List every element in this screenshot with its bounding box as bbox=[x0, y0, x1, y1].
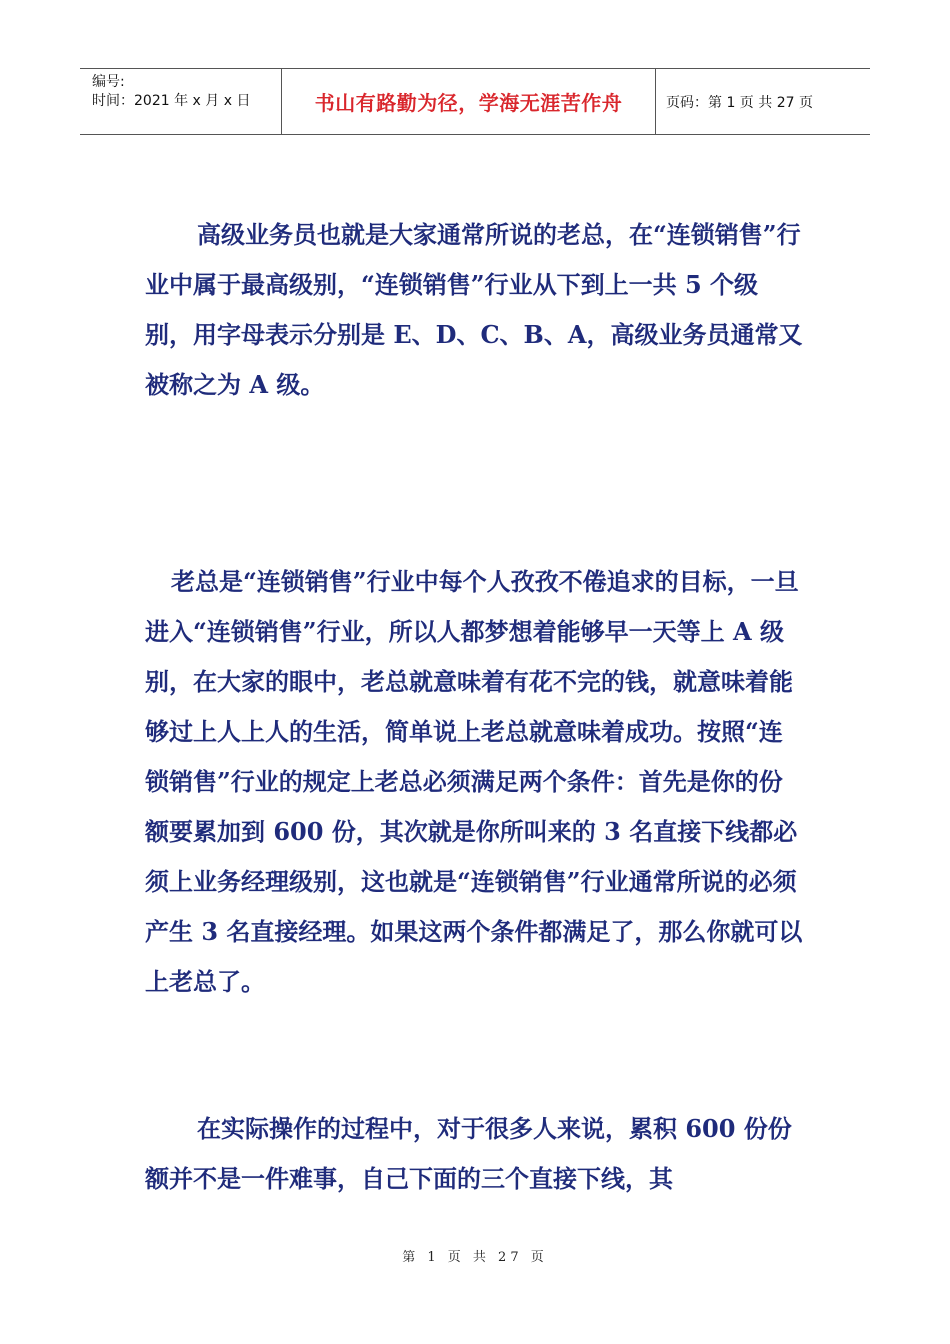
document-number-label: 编号: bbox=[92, 74, 125, 90]
header-page-info bbox=[656, 69, 870, 134]
paragraph-3: 在实际操作的过程中，对于很多人来说，累积 600 份份额并不是一件难事，自己下面的三个直接下线，其 bbox=[145, 1114, 792, 1193]
page-header bbox=[80, 68, 870, 135]
footer-page-number: 第 1 页 共 27 页 bbox=[402, 1250, 548, 1265]
page-footer bbox=[0, 1246, 950, 1265]
header-meta bbox=[80, 69, 282, 134]
paragraph-1: 高级业务员也就是大家通常所说的老总，在“连锁销售”行业中属于最高级别，“连锁销售”行业从下到上一共 5 个级别，用字母表示分别是 E、D、C、B、A，高级业务员通常又被称之为 A 级。 bbox=[145, 220, 803, 399]
header-motto bbox=[282, 69, 656, 134]
paragraph-2: 老总是“连锁销售”行业中每个人孜孜不倦追求的目标，一旦进入“连锁销售”行业，所以人都梦想着能够早一天等上 A 级别，在大家的眼中，老总就意味着有花不完的钱，就意味着能够过上人上人的生活，简单说上老总就意味着成功。按照“连锁销售”行业的规定上老总必须满足两个条件：首先是你的份额要累加到 600 份，其次就是你所叫来的 3 名直接下线都必须上业务经理级别，这也就是“连锁销售”行业通常所说的必须产生 3 名直接经理。如果这两个条件都满足了，那么你就可以上老总了。 bbox=[145, 567, 803, 996]
document-date: 时间：2021 年 x 月 x 日 bbox=[92, 93, 251, 109]
page-info-text: 页码：第 1 页 共 27 页 bbox=[666, 94, 813, 111]
motto-text: 书山有路勤为径，学海无涯苦作舟 bbox=[314, 91, 623, 115]
